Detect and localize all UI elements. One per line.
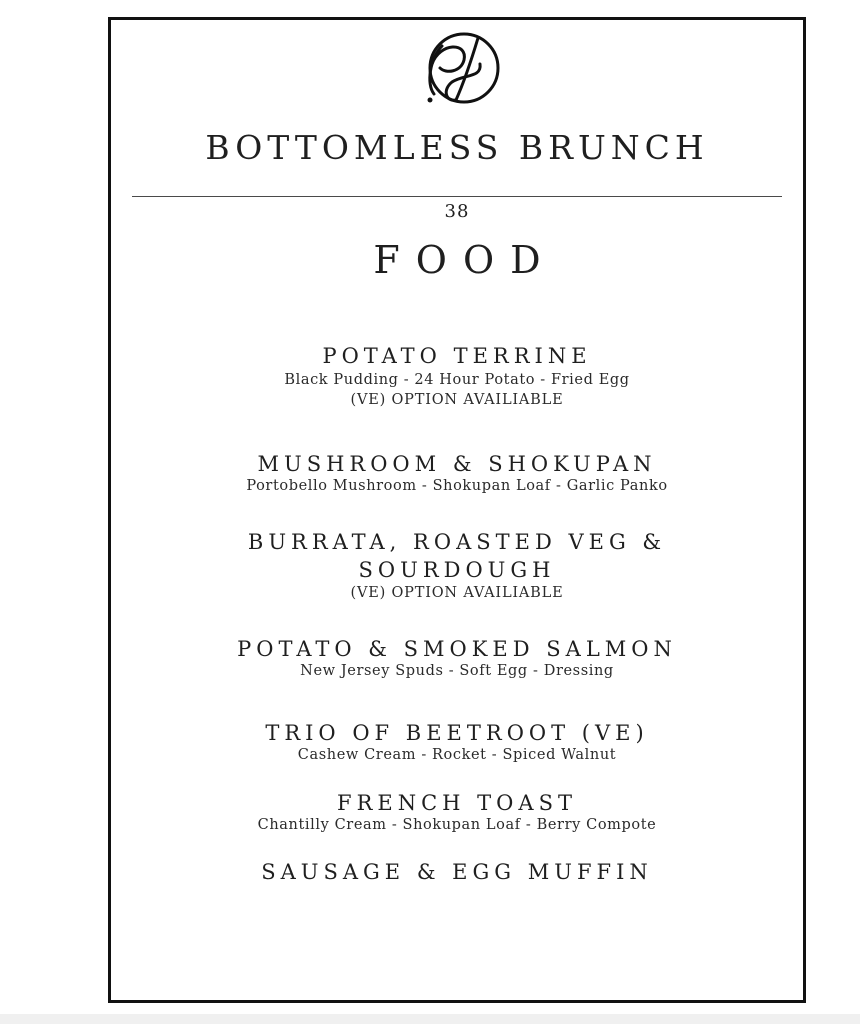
menu-item-name: POTATO & SMOKED SALMON [237,637,677,661]
bottom-edge-strip [0,1014,860,1024]
menu-item-name: SAUSAGE & EGG MUFFIN [261,860,653,884]
title-divider [132,196,782,197]
menu-item-name: BURRATA, ROASTED VEG & [247,530,667,554]
monogram-logo-icon [412,24,504,112]
menu-item-description: New Jersey Spuds - Soft Egg - Dressing [300,663,614,679]
menu-item-description: Black Pudding - 24 Hour Potato - Fried Egg [284,372,630,388]
menu-item-name: SOURDOUGH [358,558,556,582]
menu-item-description: Chantilly Cream - Shokupan Loaf - Berry Compote [257,817,657,833]
menu-item-name: POTATO TERRINE [322,344,592,368]
menu-item-description: Portobello Mushroom - Shokupan Loaf - Garlic Panko [246,478,668,494]
menu-item-option: (VE) OPTION AVAILIABLE [350,585,564,601]
menu-item-name: TRIO OF BEETROOT (VE) [265,721,649,745]
menu-price: 38 [444,201,470,222]
menu-item-option: (VE) OPTION AVAILIABLE [350,392,564,408]
menu-item-name: FRENCH TOAST [337,791,577,815]
menu-title: BOTTOMLESS BRUNCH [205,128,709,167]
menu-item-description: Cashew Cream - Rocket - Spiced Walnut [297,747,617,763]
menu-item-name: MUSHROOM & SHOKUPAN [257,452,657,476]
section-heading: FOOD [373,238,557,282]
